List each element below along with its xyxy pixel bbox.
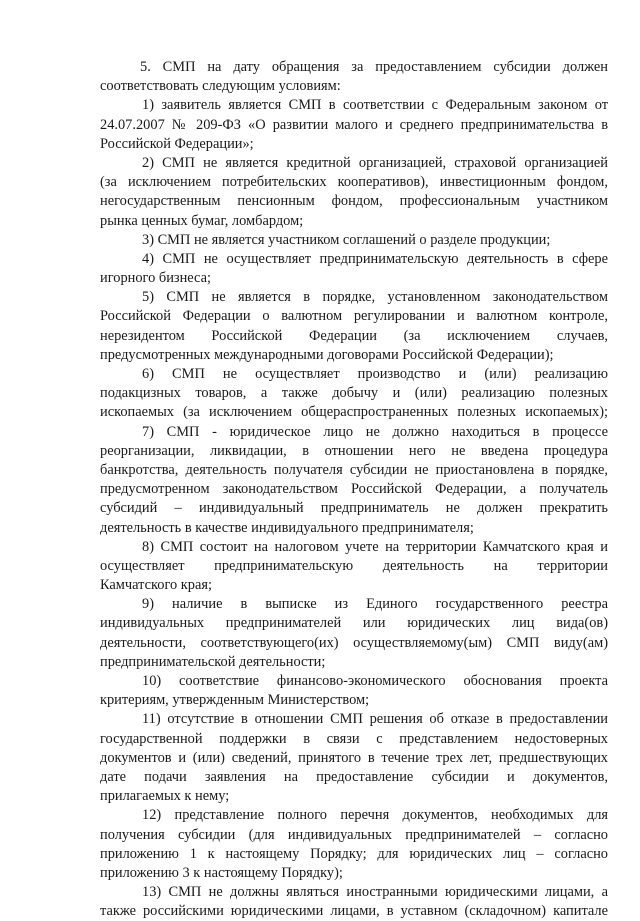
text-line: деятельности, соответствующего(их) осуществляемому(ым) СМП виду(ам) bbox=[100, 634, 608, 651]
text-line: 5) СМП не является в порядке, установленном законодательством bbox=[142, 289, 608, 306]
text-line: 9) наличие в выписке из Единого государственного реестра bbox=[142, 596, 608, 613]
text-line: 6) СМП не осуществляет производство и (или) реализацию bbox=[142, 366, 608, 382]
text-line: предусмотренном законодательством Российской Федерации, а получатель bbox=[100, 481, 608, 498]
text-line: также российскими юридическими лицами, в уставном (складочном) капитале bbox=[100, 903, 608, 920]
text-line: рынка ценных бумаг, ломбардом; bbox=[100, 212, 304, 229]
text-line: получения субсидии (для индивидуальных предпринимателей – согласно bbox=[100, 826, 608, 843]
document-body bbox=[100, 58, 608, 921]
text-line: 4) СМП не осуществляет предпринимательскую деятельность в сфере bbox=[142, 250, 608, 267]
text-line: дате подачи заявления на предоставление субсидии и документов, bbox=[100, 768, 608, 785]
text-line: 11) отсутствие в отношении СМП решения об отказе в предоставлении bbox=[142, 711, 608, 728]
text-line: реорганизации, ликвидации, в отношении него не введена процедура bbox=[100, 442, 608, 459]
text-line: документов и (или) сведений, принятого в течение трех лет, предшествующих bbox=[100, 749, 608, 766]
text-line: нерезидентом Российской Федерации (за исключением случаев, bbox=[100, 327, 608, 344]
text-line: 5. СМП на дату обращения за предоставлением субсидии должен bbox=[140, 59, 608, 75]
text-line: субсидий – индивидуальный предприниматель не должен прекратить bbox=[100, 500, 608, 517]
text-line: критериям, утвержденным Министерством; bbox=[100, 692, 370, 709]
text-line: 1) заявитель является СМП в соответствии с Федеральным законом от bbox=[142, 97, 608, 114]
text-line: негосударственным пенсионным фондом, профессиональным участником bbox=[100, 193, 608, 210]
text-line: предпринимательской деятельности; bbox=[100, 653, 326, 670]
text-line: соответствовать следующим условиям: bbox=[100, 78, 341, 95]
text-line: государственной поддержки в связи с представлением недостоверных bbox=[100, 730, 608, 747]
text-line: индивидуальных предпринимателей или юридических лиц вида(ов) bbox=[100, 615, 608, 632]
text-line: приложению 3 к настоящему Порядку); bbox=[100, 864, 343, 881]
text-line: 8) СМП состоит на налоговом учете на территории Камчатского края и bbox=[142, 538, 608, 555]
text-line: деятельность в качестве индивидуального предпринимателя; bbox=[100, 519, 474, 536]
text-line: 7) СМП - юридическое лицо не должно находиться в процессе bbox=[142, 423, 608, 440]
text-line: банкротства, деятельность получателя субсидии не приостановлена в порядке, bbox=[100, 461, 608, 478]
text-line: осуществляет предпринимательскую деятельность на территории bbox=[100, 557, 608, 574]
text-line: Российской Федерации о валютном регулировании и валютном контроле, bbox=[100, 308, 608, 325]
text-line: предусмотренных международными договорами Российской Федерации); bbox=[100, 346, 554, 363]
text-line: игорного бизнеса; bbox=[100, 270, 211, 287]
text-line: Российской Федерации»; bbox=[100, 135, 254, 152]
text-line: подакцизных товаров, а также добычу и (или) реализацию полезных bbox=[100, 385, 608, 402]
text-line: 24.07.2007 № 209-ФЗ «О развитии малого и среднего предпринимательства в bbox=[100, 116, 608, 133]
text-line: 13) СМП не должны являться иностранными юридическими лицами, а bbox=[142, 884, 608, 901]
text-line: Камчатского края; bbox=[100, 577, 212, 594]
text-line: прилагаемых к нему; bbox=[100, 788, 230, 805]
text-line: 2) СМП не является кредитной организацией, страховой организацией bbox=[142, 154, 608, 171]
text-line: ископаемых (за исключением общераспространенных полезных ископаемых); bbox=[100, 404, 608, 421]
text-line: 10) соответствие финансово-экономического обоснования проекта bbox=[142, 673, 608, 689]
text-line: (за исключением потребительских кооперативов), инвестиционным фондом, bbox=[100, 174, 608, 191]
text-line: 3) СМП не является участником соглашений о разделе продукции; bbox=[142, 231, 551, 248]
text-line: приложению 1 к настоящему Порядку; для юридических лиц – согласно bbox=[100, 845, 608, 862]
text-line: 12) представление полного перечня документов, необходимых для bbox=[142, 807, 608, 824]
